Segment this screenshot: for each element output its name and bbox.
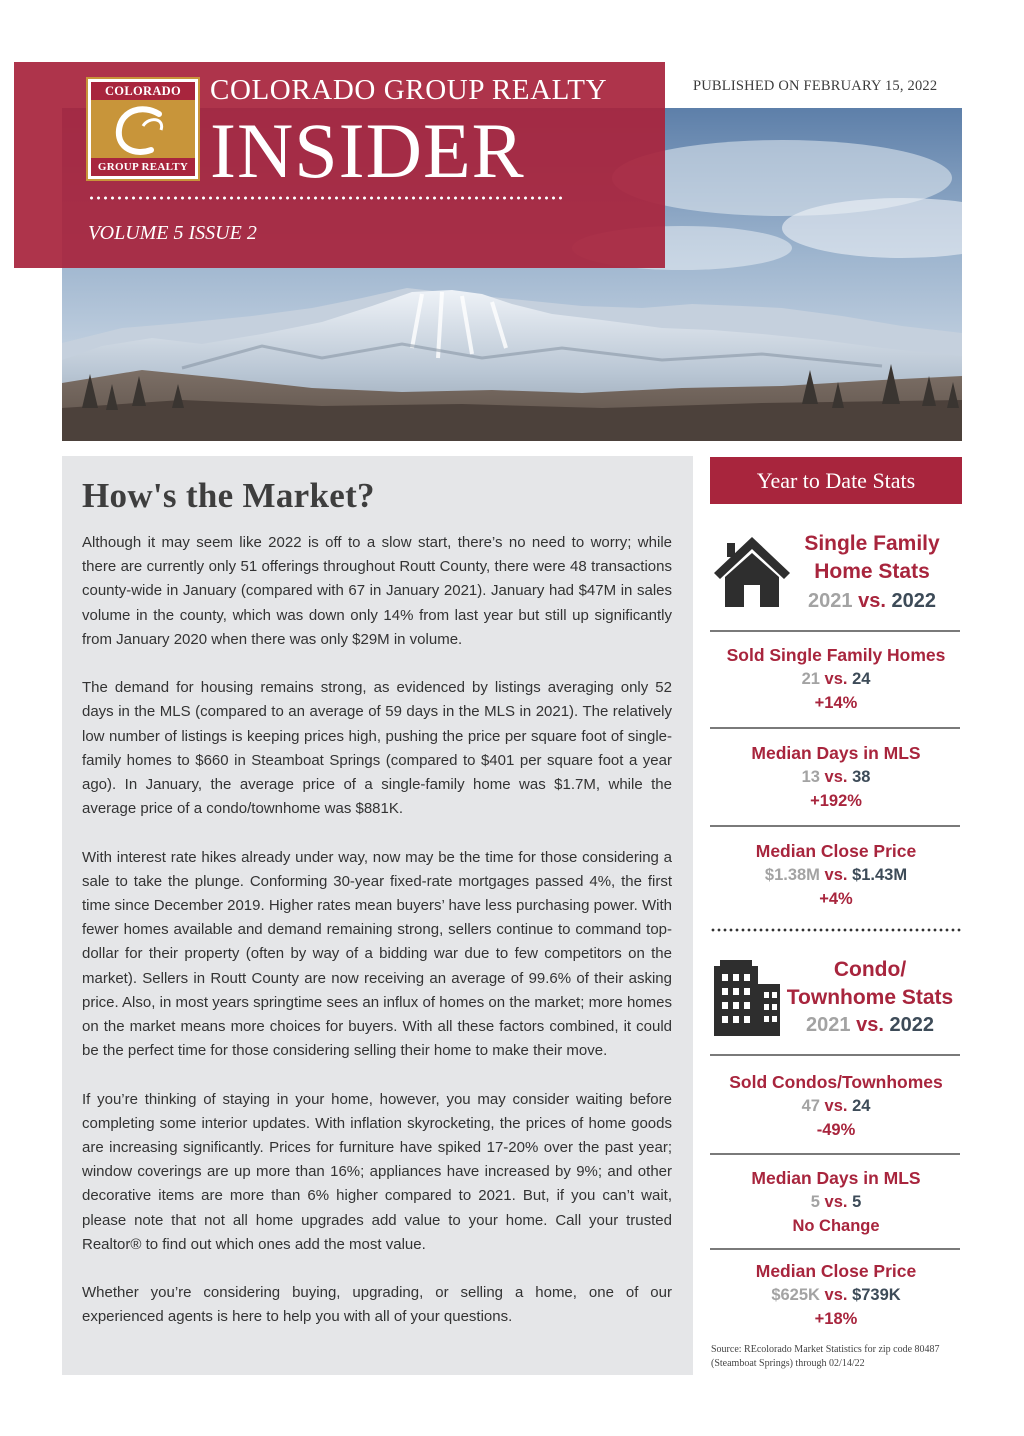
stat-values (710, 1283, 962, 1307)
article-paragraph: If you’re thinking of staying in your home, however, you may consider waiting before completing some interior updates. With inflation skyrocketing, the prices of home goods are increasing significantly. Prices for furniture have spiked 17-20% over the past year; window coverings are up more than 16%; appliances have increased by 9%; and other decorative items are more than 6% higher compared to 2021. But, if you can’t wait, please note that not all home upgrades add value to your home. Call your trusted Realtor® to find out which ones add the most value. (82, 1090, 672, 1253)
stat-value-2022: 24 (852, 1097, 871, 1115)
stat-label: Sold Condos/Townhomes (729, 1072, 943, 1092)
market-article (62, 456, 693, 1375)
condo-title (782, 956, 958, 1012)
stat-label: Median Close Price (755, 841, 917, 861)
vs-text: vs. (824, 1097, 848, 1115)
stat-value-2021: 21 (801, 670, 820, 688)
stat-median-price-condo (710, 1259, 962, 1331)
stat-change: No Change (792, 1217, 880, 1235)
house-icon (711, 533, 793, 607)
building-icon (712, 958, 782, 1036)
year-2022: 2022 (891, 590, 936, 612)
stat-values (710, 863, 962, 887)
stat-divider (710, 727, 960, 729)
source-note: Source: REcolorado Market Statistics for zip code 80487 (Steamboat Springs) through 02/14/22 (711, 1344, 940, 1369)
article-body (82, 531, 672, 1354)
stat-values (710, 667, 962, 691)
stat-label: Median Close Price (755, 1261, 917, 1281)
stat-value-2021: 5 (810, 1193, 820, 1211)
year-2021: 2021 (808, 590, 853, 612)
stat-value-2021: $1.38M (764, 866, 820, 884)
stat-label: Sold Single Family Homes (726, 645, 946, 665)
stat-label: Median Days in MLS (751, 743, 921, 763)
stat-change: +192% (810, 792, 862, 810)
stat-label: Median Days in MLS (751, 1168, 921, 1188)
article-heading: How's the Market? (82, 476, 375, 515)
dotted-divider (88, 196, 564, 200)
single-family-title-line1: Single Family (804, 532, 940, 555)
brand-name: COLORADO GROUP REALTY (210, 74, 608, 106)
single-family-title (792, 530, 952, 586)
stat-change: -49% (816, 1121, 856, 1139)
sidebar-title: Year to Date Stats (710, 457, 962, 504)
stat-sold-single-family (710, 643, 962, 715)
stat-change: +18% (814, 1310, 858, 1328)
stat-value-2022: $1.43M (852, 866, 908, 884)
year-2021: 2021 (806, 1014, 851, 1036)
logo-bottom-text: GROUP REALTY (91, 158, 195, 176)
stat-value-2021: 13 (801, 768, 820, 786)
single-family-years (792, 590, 952, 613)
stat-value-2022: $739K (852, 1286, 901, 1304)
stat-sold-condos (710, 1070, 962, 1142)
dotted-separator (710, 928, 962, 932)
single-family-title-line2: Home Stats (814, 560, 930, 583)
stat-median-days-condo (710, 1166, 962, 1238)
article-paragraph: Whether you’re considering buying, upgrading, or selling a home, one of our experienced agents is here to help you with all of your questions. (82, 1284, 672, 1326)
vs-text: vs. (824, 1193, 848, 1211)
vs-text: vs. (824, 1286, 848, 1304)
condo-title-line1: Condo/ (833, 958, 907, 981)
vs-text: vs. (856, 1014, 884, 1036)
article-paragraph: With interest rate hikes already under way, now may be the time for those considering a sale to take the plunge. Conforming 30-year fixed-rate mortgages passed 4%, the first time since December 2019. Higher rates mean buyers’ have less purchasing power. With fewer homes available and demand remaining strong, sellers continue to command top-dollar for their property (often by way of a bidding war due to few competitors on the market). Sellers in Routt County are now receiving an average of 99.6% of their asking price. Also, in most years springtime sees an influx of homes on the market; more homes on the market means more choices for buyers. With all these factors combined, it could be the perfect time for those considering selling their home to make their move. (82, 848, 672, 1060)
condo-years (782, 1014, 958, 1037)
stat-value-2022: 24 (852, 670, 871, 688)
stat-change: +14% (814, 694, 858, 712)
stat-values (710, 1094, 962, 1118)
masthead-banner (14, 62, 665, 268)
vs-text: vs. (858, 590, 886, 612)
vs-text: vs. (824, 768, 848, 786)
logo-monogram-icon (91, 100, 195, 162)
vs-text: vs. (824, 670, 848, 688)
condo-title-line2: Townhome Stats (786, 986, 954, 1009)
stat-divider (710, 630, 960, 632)
stat-value-2021: 47 (801, 1097, 820, 1115)
newsletter-title: INSIDER (210, 107, 525, 194)
stat-divider (710, 1054, 960, 1056)
stat-values (710, 765, 962, 789)
stat-median-price-single-family (710, 839, 962, 911)
year-2022: 2022 (889, 1014, 934, 1036)
stat-divider (710, 1153, 960, 1155)
stat-value-2022: 38 (852, 768, 871, 786)
volume-issue: VOLUME 5 ISSUE 2 (88, 222, 257, 244)
vs-text: vs. (824, 866, 848, 884)
logo-top-text: COLORADO (91, 82, 195, 100)
article-paragraph: Although it may seem like 2022 is off to a slow start, there’s no need to worry; while there are currently only 51 offerings throughout Routt County, there were 48 transactions county-wide in January (compared with 67 in January 2021). January had $47M in sales volume in the county, which was down only 14% from last year but still up significantly from January 2020 when there was only $29M in volume. (82, 534, 672, 648)
article-paragraph: The demand for housing remains strong, as evidenced by listings averaging only 52 days in the MLS (compared to an average of 59 days in the MLS in 2021). The relatively low number of listings is keeping prices high, pushing the price per square foot of single-family homes to $660 in Steamboat Springs (compared to $401 per square foot a year ago). In January, the average price of a single-family home was $1.7M, while the average price of a condo/townhome was $881K. (82, 679, 672, 818)
stat-value-2021: $625K (771, 1286, 820, 1304)
stat-value-2022: 5 (852, 1193, 862, 1211)
stat-divider (710, 1248, 960, 1250)
company-logo (86, 77, 200, 181)
published-date: PUBLISHED ON FEBRUARY 15, 2022 (693, 78, 938, 94)
stat-median-days-single-family (710, 741, 962, 813)
stat-divider (710, 825, 960, 827)
stat-values (710, 1190, 962, 1214)
stat-change: +4% (819, 890, 853, 908)
